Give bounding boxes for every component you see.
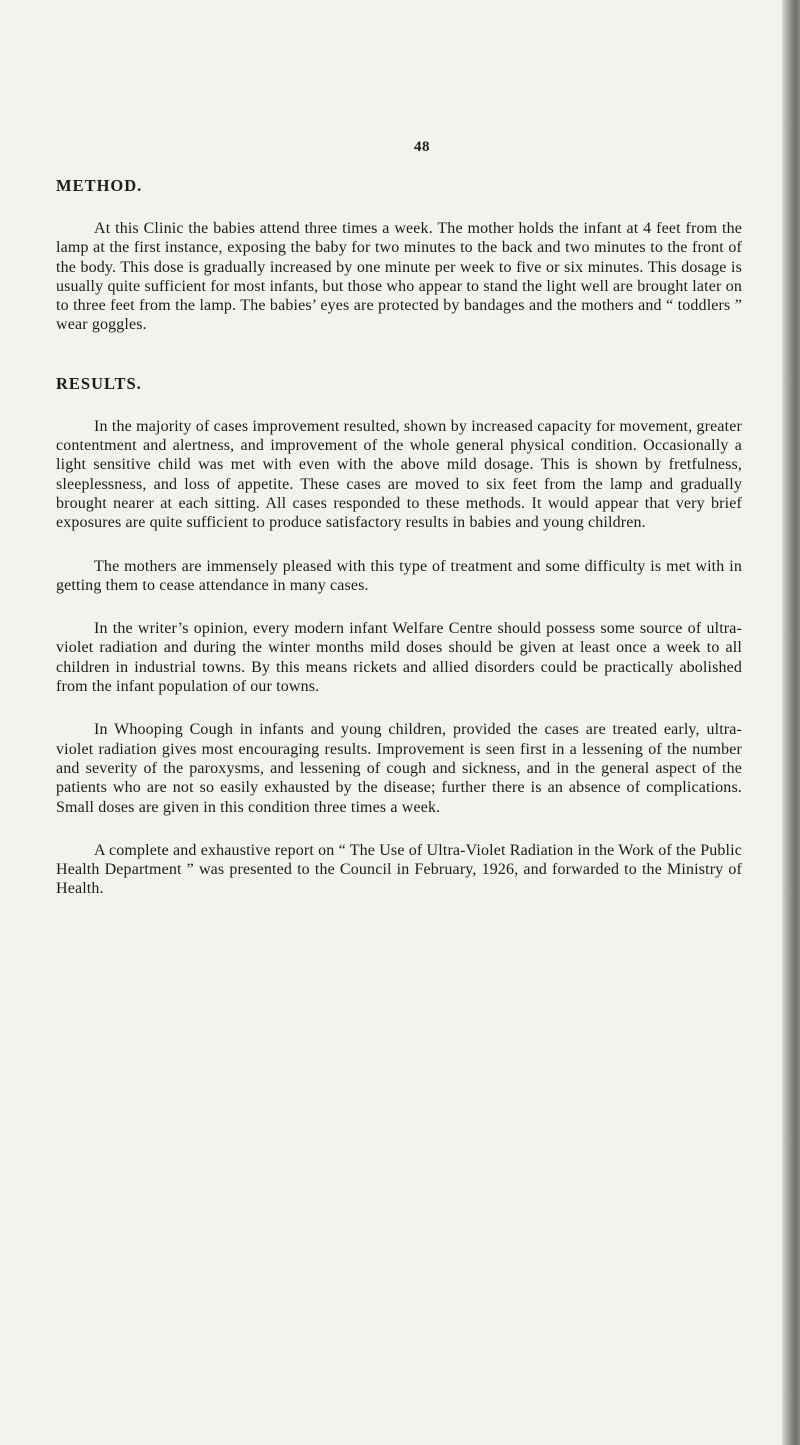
results-paragraph-welfare-centre: In the writer’s opinion, every modern infant Welfare Centre should possess some source of ultra-violet radiation and during the winter months mild doses should be given at least once a week to all children in industrial towns. By this means rickets and allied disorders could be practically abolished from the infant population of our towns. xyxy=(56,620,742,696)
results-paragraph-report: A complete and exhaustive report on “ The Use of Ultra-Violet Radiation in the Work of the Public Health Department ” was presented to the Council in February, 1926, and forwarded to the Ministry of Health. xyxy=(56,841,742,898)
method-heading: METHOD. xyxy=(56,176,143,195)
results-paragraph-improvement: In the majority of cases improvement resulted, shown by increased capacity for movement, greater contentment and alertness, and improvement of the whole general physical condition. Occasionally a light sensitive child was met with even with the above mild dosage. This is shown by fretfulness, sleeplessness, and loss of appetite. These cases are moved to six feet from the lamp and gradually brought nearer at each sitting. All cases responded to these methods. It would appear that very brief exposures are quite sufficient to produce satisfactory results in babies and young children. xyxy=(56,417,742,532)
page-edge-shadow xyxy=(782,0,800,1445)
method-paragraph: At this Clinic the babies attend three times a week. The mother holds the infant at 4 feet from the lamp at the first instance, exposing the baby for two minutes to the back and two minutes to the front of the body. This dose is gradually increased by one minute per week to five or six minutes. This dosage is usually quite sufficient for most infants, but those who appear to stand the light well are brought later on to three feet from the lamp. The babies’ eyes are protected by bandages and the mothers and “ toddlers ” wear goggles. xyxy=(56,220,742,334)
results-paragraph-mothers: The mothers are immensely pleased with this type of treatment and some difficulty is met with in getting them to cease attendance in many cases. xyxy=(56,557,742,594)
document-body xyxy=(56,176,742,899)
results-heading: RESULTS. xyxy=(56,373,142,393)
page-number: 48 xyxy=(414,139,430,155)
results-paragraph-whooping-cough: In Whooping Cough in infants and young children, provided the cases are treated early, ultra-violet radiation gives most encouraging results. Improvement is seen first in a lessening of the number and severity of the paroxysms, and lessening of cough and sickness, and in the general aspect of the patients who are not so easily exhausted by the disease; further there is an absence of complications. Small doses are given in this condition three times a week. xyxy=(56,721,742,816)
